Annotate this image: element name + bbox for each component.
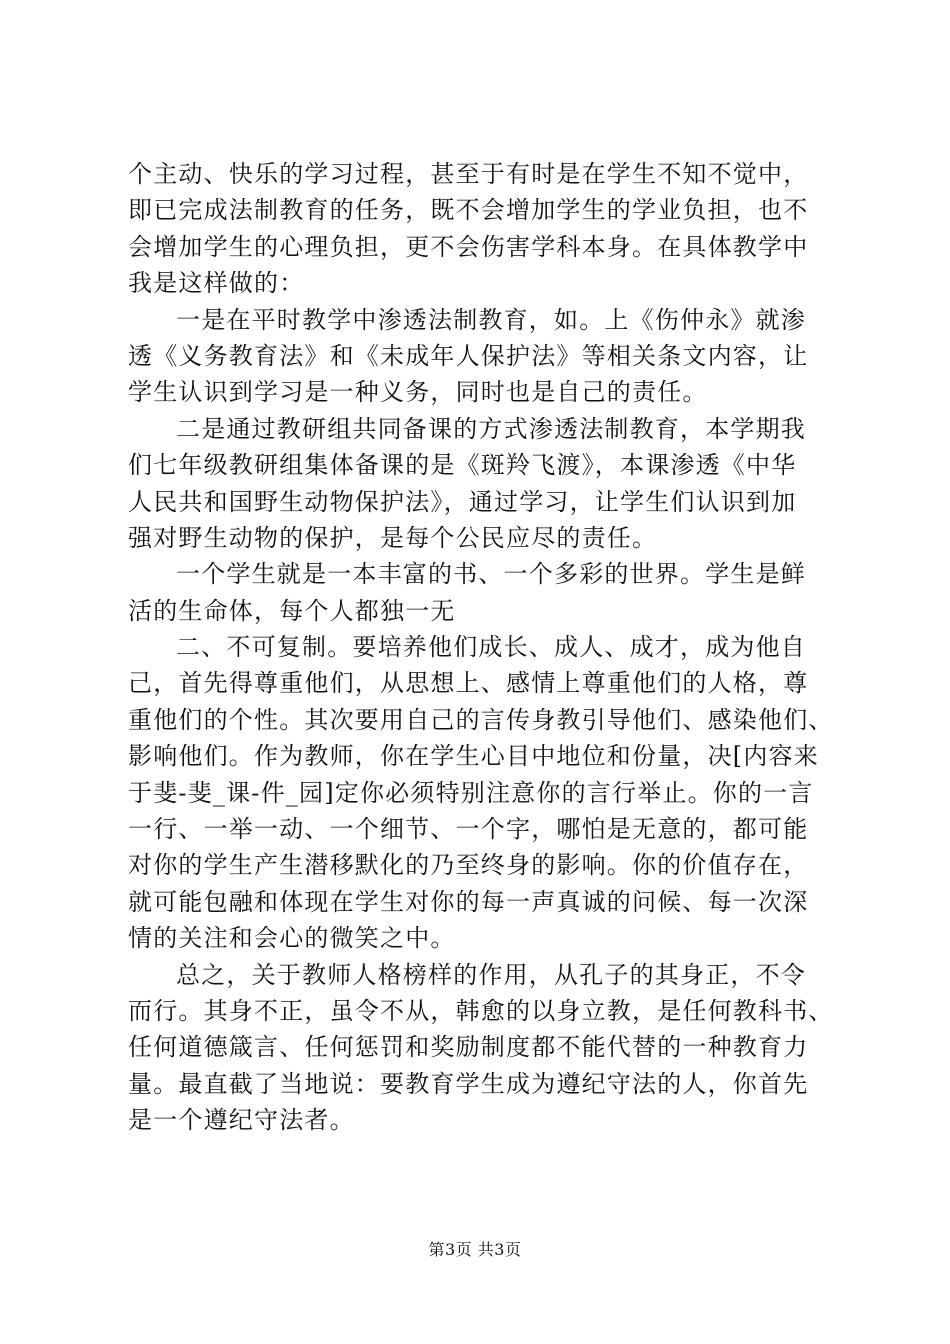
text-line: 个主动、快乐的学习过程，甚至于有时是在学生不知不觉中， <box>128 160 809 188</box>
text-line: 量。最直截了当地说：要教育学生成为遵纪守法的人，你首先 <box>128 1069 809 1098</box>
text-line: 是一个遵纪守法者。 <box>128 1106 355 1135</box>
text-line: 即已完成法制教育的任务，既不会增加学生的学业负担，也不 <box>128 196 809 225</box>
text-line: 任何道德箴言、任何惩罚和奖励制度都不能代替的一种教育力 <box>128 1033 809 1062</box>
text-line: 活的生命体，每个人都独一无 <box>128 596 456 625</box>
text-line: 二是通过教研组共同备课的方式渗透法制教育，本学期我 <box>176 414 806 443</box>
text-line: 情的关注和会心的微笑之中。 <box>128 924 456 953</box>
text-line: 二、不可复制。要培养他们成长、成人、成才，成为他自 <box>176 633 806 662</box>
text-line: 而行。其身不正，虽令不从，韩愈的以身立教，是任何教科书、 <box>128 996 834 1025</box>
body-text <box>128 156 834 1139</box>
text-line: 强对野生动物的保护，是每个公民应尽的责任。 <box>128 523 658 552</box>
text-line: 一行、一举一动、一个细节、一个字，哪怕是无意的，都可能 <box>128 815 809 844</box>
text-line: 人民共和国野生动物保护法》，通过学习，让学生们认识到加 <box>128 487 797 516</box>
text-line: 重他们的个性。其次要用自己的言传身教引导他们、感染他们、 <box>128 705 834 734</box>
text-line: 己，首先得尊重他们，从思想上、感情上尊重他们的人格，尊 <box>128 669 809 698</box>
text-line: 会增加学生的心理负担，更不会伤害学科本身。在具体教学中 <box>128 232 809 261</box>
text-line: 们七年级教研组集体备课的是《斑羚飞渡》，本课渗透《中华 <box>128 451 797 480</box>
text-line: 对你的学生产生潜移默化的乃至终身的影响。你的价值存在， <box>128 851 809 880</box>
text-line: 影响他们。作为教师，你在学生心目中地位和份量，决[内容来 <box>128 742 819 771</box>
text-line: 我是这样做的： <box>128 269 305 298</box>
text-line: 透《义务教育法》和《未成年人保护法》等相关条文内容，让 <box>128 341 809 370</box>
page-footer: 第3页 共3页 <box>428 1240 522 1259</box>
text-line: 就可能包融和体现在学生对你的每一声真诚的问候、每一次深 <box>128 887 809 916</box>
text-line: 一是在平时教学中渗透法制教育，如。上《伤仲永》就渗 <box>176 305 806 334</box>
text-line: 总之，关于教师人格榜样的作用，从孔子的其身正，不令 <box>176 960 806 989</box>
text-line: 于斐-斐_课-件_园]定你必须特别注意你的言行举止。你的一言 <box>128 778 814 807</box>
text-line: 学生认识到学习是一种义务，同时也是自己的责任。 <box>128 378 708 407</box>
text-line: 一个学生就是一本丰富的书、一个多彩的世界。学生是鲜 <box>176 560 806 589</box>
